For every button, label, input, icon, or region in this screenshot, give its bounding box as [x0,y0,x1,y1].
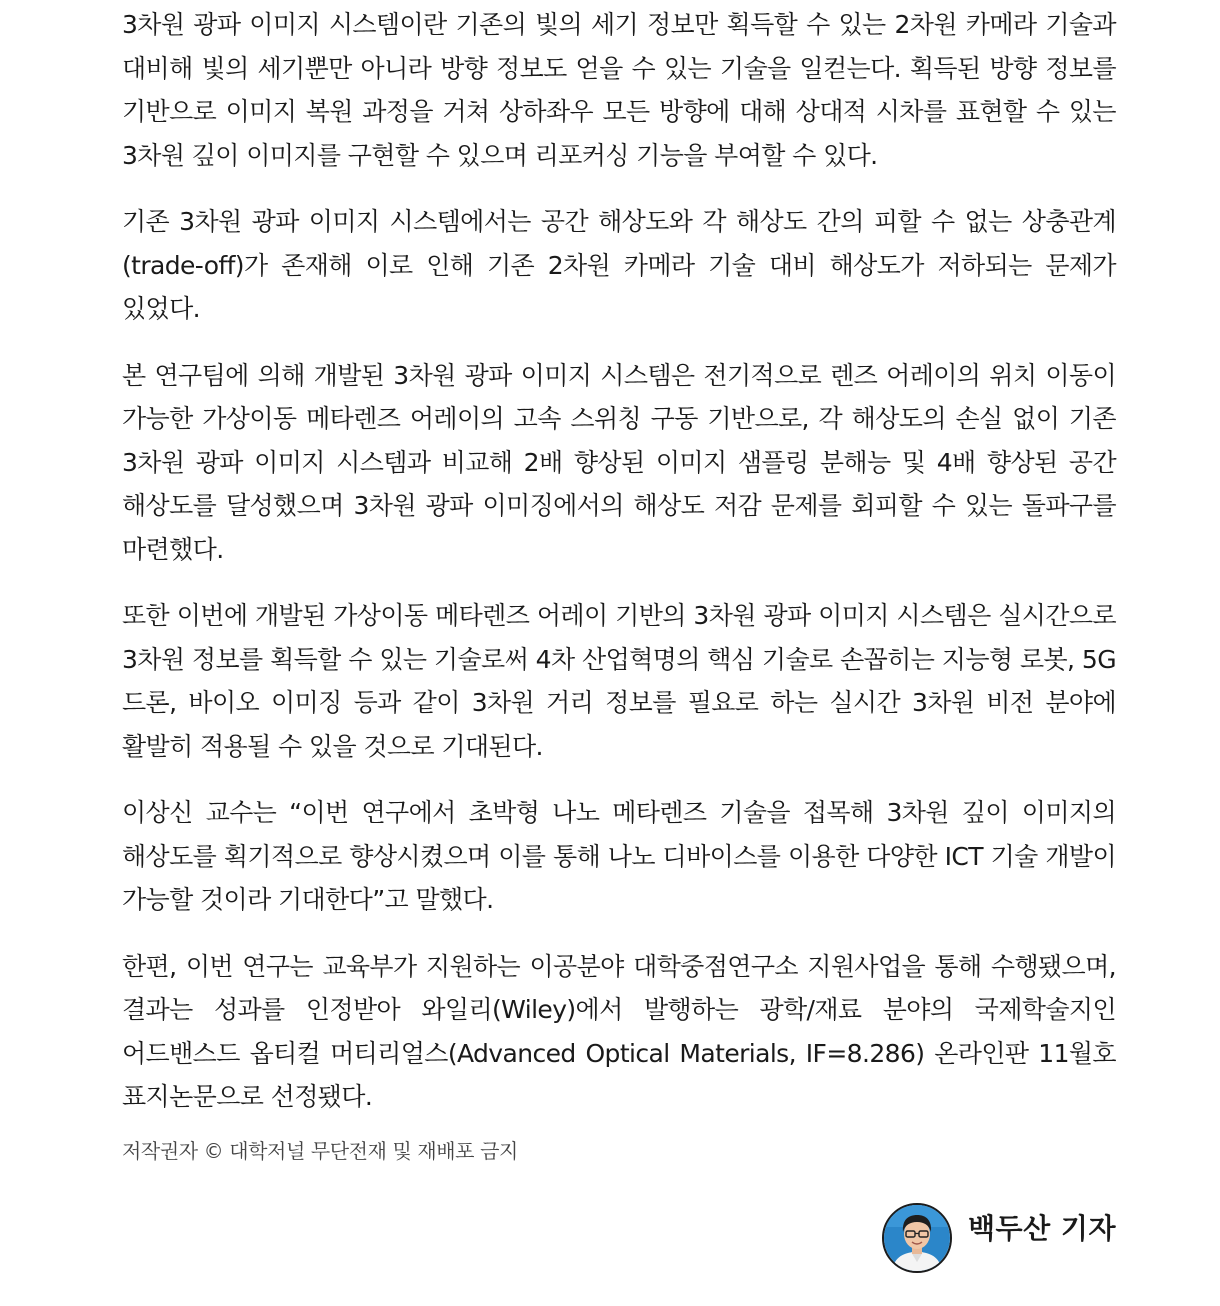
reporter-avatar-icon[interactable] [882,1203,952,1273]
article-paragraph: 이상신 교수는 “이번 연구에서 초박형 나노 메타렌즈 기술을 접목해 3차원 깊이 이미지의 해상도를 획기적으로 향상시켰으며 이를 통해 나노 디바이스를 이용한 다양한 ICT 기술 개발이 가능할 것이라 기대한다”고 말했다. [122,798,1116,914]
reporter-name[interactable]: 백두산 기자 [968,1212,1116,1245]
article-paragraph: 또한 이번에 개발된 가상이동 메타렌즈 어레이 기반의 3차원 광파 이미지 시스템은 실시간으로 3차원 정보를 획득할 수 있는 기술로써 4차 산업혁명의 핵심 기술로 손꼽히는 지능형 로봇, 5G 드론, 바이오 이미징 등과 같이 3차원 거리 정보를 필요로 하는 실시간 3차원 비전 분야에 활발히 적용될 수 있을 것으로 기대된다. [122,601,1116,761]
copyright-notice: 저작권자 © 대학저널 무단전재 및 재배포 금지 [122,1139,518,1163]
avatar-portrait-icon [884,1205,950,1271]
article-paragraph: 3차원 광파 이미지 시스템이란 기존의 빛의 세기 정보만 획득할 수 있는 2차원 카메라 기술과 대비해 빛의 세기뿐만 아니라 방향 정보도 얻을 수 있는 기술을 일컫는다. 획득된 방향 정보를 기반으로 이미지 복원 과정을 거쳐 상하좌우 모든 방향에 대해 상대적 시차를 표현할 수 있는 3차원 깊이 이미지를 구현할 수 있으며 리포커싱 기능을 부여할 수 있다. [122,10,1116,170]
article-paragraph: 한편, 이번 연구는 교육부가 지원하는 이공분야 대학중점연구소 지원사업을 통해 수행됐으며, 결과는 성과를 인정받아 와일리(Wiley)에서 발행하는 광학/재료 분야의 국제학술지인 어드밴스드 옵티컬 머티리얼스(Advanced Optical Materials, IF=8.286) 온라인판 11월호 표지논문으로 선정됐다. [122,951,1116,1111]
article-paragraph: 본 연구팀에 의해 개발된 3차원 광파 이미지 시스템은 전기적으로 렌즈 어레이의 위치 이동이 가능한 가상이동 메타렌즈 어레이의 고속 스위칭 구동 기반으로, 각 해상도의 손실 없이 기존 3차원 광파 이미지 시스템과 비교해 2배 향상된 이미지 샘플링 분해능 및 4배 향상된 공간 해상도를 달성했으며 3차원 광파 이미징에서의 해상도 저감 문제를 회피할 수 있는 돌파구를 마련했다. [122,360,1116,564]
reporter-byline[interactable] [882,1203,1116,1273]
article-body [122,0,1116,1142]
article-paragraph: 기존 3차원 광파 이미지 시스템에서는 공간 해상도와 각 해상도 간의 피할 수 없는 상충관계(trade-off)가 존재해 이로 인해 기존 2차원 카메라 기술 대비 해상도가 저하되는 문제가 있었다. [122,207,1116,323]
